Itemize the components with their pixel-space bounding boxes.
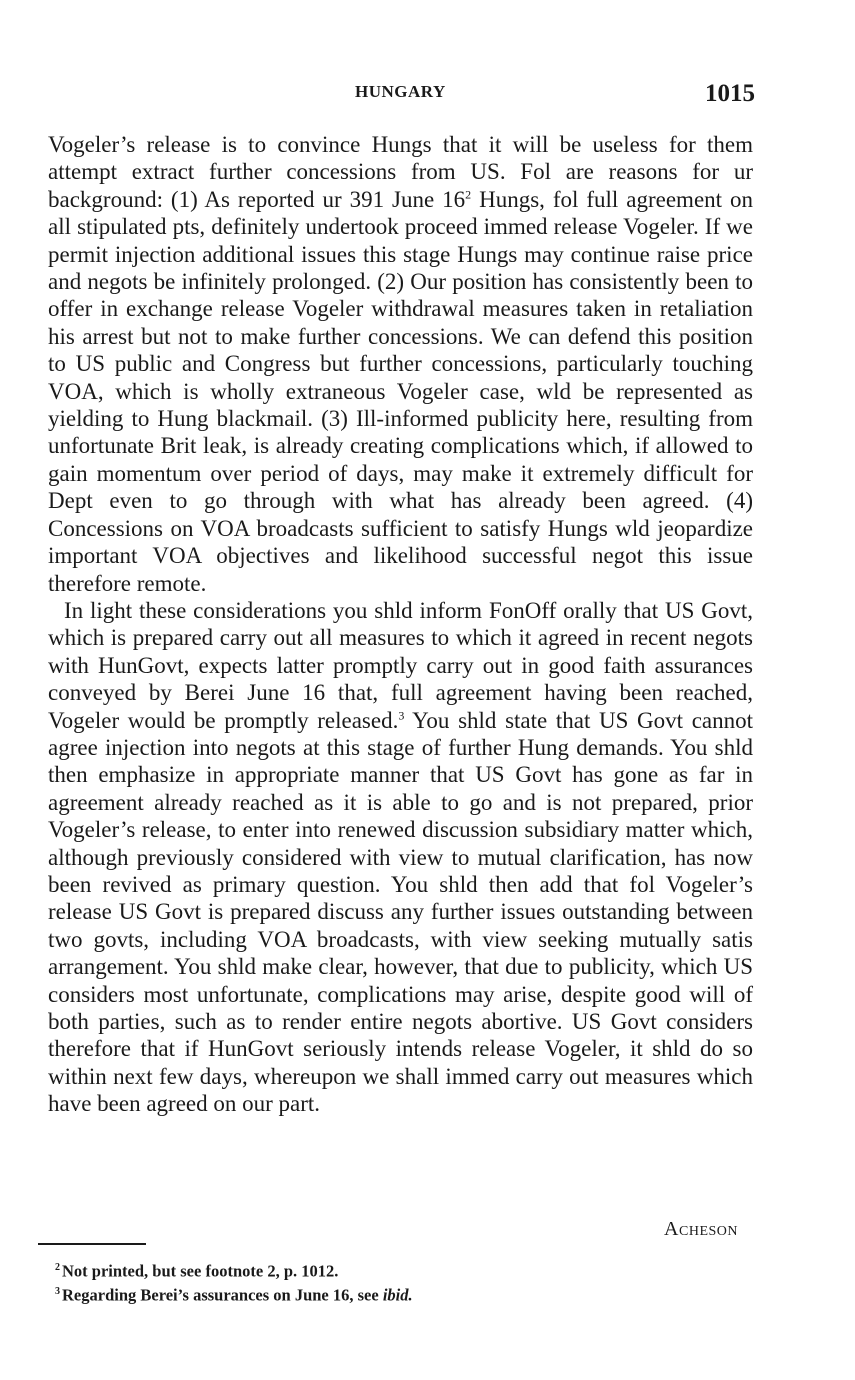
running-head: HUNGARY [355,82,446,101]
footnotes [55,1258,695,1305]
telegram-body [48,131,753,1118]
paragraph-2-text-a: In light these considerations you shld inform FonOff orally that US Govt, which is prepared carry out all measures to which it agreed in recent negots with HunGovt, expects latter promptly carry out in good faith assurances conveyed by Berei June 16 that, full agreement having been reached, Vogeler would be promptly released. [48,597,753,733]
footnote-divider [38,1243,146,1245]
footnote-ibid: ibid. [382,1285,413,1304]
footnote-reference-2: 2 [465,187,472,202]
footnote-text: Not printed, but see footnote 2, p. 1012. [62,1261,339,1281]
footnote-mark: 3 [55,1285,60,1297]
footnote-3 [55,1282,695,1306]
footnote-reference-3: 3 [398,707,405,722]
footnote-mark: 2 [55,1262,60,1273]
paragraph-2-text-b: You shld state that US Govt cannot agree injection into negots at this stage of further Hung demands. You shld then emphasize in appropriate manner that US Govt has gone as far in agreement already reached as it is able to go and is not prepared, prior Vogeler’s release, to enter into renewed discussion subsidiary matter which, although previously considered with view to mutual clarification, has now been revived as primary question. You shld then add that fol Vogeler’s release US Govt is prepared discuss any further issues outstanding between two govts, including VOA broadcasts, with view seeking mutually satis arrangement. You shld make clear, however, that due to publicity, which US considers most unfortunate, complications may arise, despite good will of both parties, such as to render entire negots abortive. US Govt considers therefore that if HunGovt seriously intends release Vogeler, it shld do so within next few days, whereupon we shall immed carry out measures which have been agreed on our part. [48,707,754,1117]
footnote-2 [55,1258,695,1282]
paragraph-2 [48,597,753,1118]
footnote-text: Regarding Berei’s assurances on June 16, see [62,1285,383,1304]
page-number: 1015 [705,80,755,107]
paragraph-1 [48,131,753,597]
paragraph-1-text-a: Vogeler’s release is to convince Hungs that it will be useless for them attempt extract further concessions from US. Fol are reasons for ur background: (1) As reported ur 391 June 16 [48,132,753,212]
signature: Acheson [664,1218,738,1240]
paragraph-1-text-b: Hungs, fol full agreement on all stipulated pts, definitely undertook proceed immed release Vogeler. If we permit injection additional issues this stage Hungs may continue raise price and negots be infinitely prolonged. (2) Our position has consistently been to offer in exchange release Vogeler withdrawal measures taken in retaliation his arrest but not to make further concessions. We can defend this position to US public and Congress but further concessions, particularly touching VOA, which is wholly extraneous Vogeler case, wld be represented as yielding to Hung blackmail. (3) Ill-informed publicity here, resulting from unfortunate Brit leak, is already creating complications which, if allowed to gain momentum over period of days, may make it extremely difficult for Dept even to go through with what has already been agreed. (4) Concessions on VOA broadcasts sufficient to satisfy Hungs wld jeopardize important VOA objectives and likelihood successful negot this issue therefore remote. [48,186,753,596]
